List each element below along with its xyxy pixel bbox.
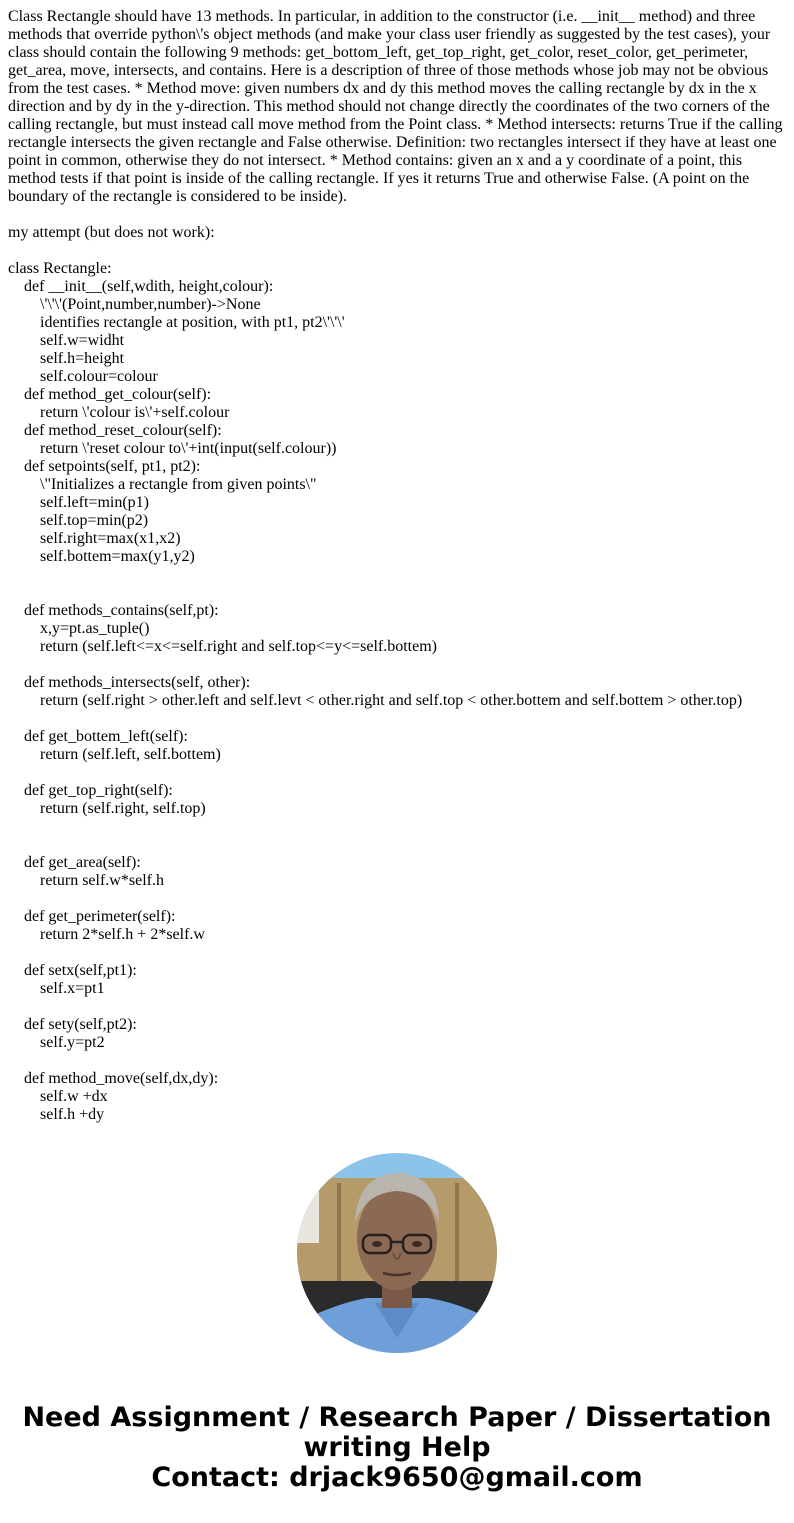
code-listing <box>8 260 786 1124</box>
code-line: def get_perimeter(self): <box>24 908 176 925</box>
code-line: def setx(self,pt1): <box>24 962 137 979</box>
code-line <box>8 764 786 782</box>
cta-headline: Need Assignment / Research Paper / Dissertation <box>22 1402 772 1433</box>
code-line: return \'reset colour to\'+int(input(self.colour)) <box>40 440 337 457</box>
code-line <box>8 944 786 962</box>
code-line: def get_top_right(self): <box>24 782 173 799</box>
code-line: return (self.right, self.top) <box>40 800 206 817</box>
portrait-image <box>297 1153 497 1353</box>
code-line: self.x=pt1 <box>40 980 105 997</box>
cta-subheadline: writing Help <box>303 1432 491 1463</box>
code-line: return 2*self.h + 2*self.w <box>40 926 205 943</box>
code-line: def setpoints(self, pt1, pt2): <box>24 458 201 475</box>
code-line: return (self.left, self.bottem) <box>40 746 221 763</box>
code-line <box>8 584 786 602</box>
code-line <box>8 710 786 728</box>
code-line: def methods_contains(self,pt): <box>24 602 219 619</box>
code-line: def method_move(self,dx,dy): <box>24 1070 219 1087</box>
code-line: \"Initializes a rectangle from given points\" <box>40 476 317 493</box>
code-line <box>8 890 786 908</box>
code-line: self.w +dx <box>40 1088 108 1105</box>
code-line: self.h=height <box>40 350 125 367</box>
code-line: self.right=max(x1,x2) <box>40 530 181 547</box>
code-line: def __init__(self,wdith, height,colour): <box>24 278 274 295</box>
code-line: def methods_intersects(self, other): <box>24 674 251 691</box>
code-line: \'\'\'(Point,number,number)->None <box>40 296 261 313</box>
code-line: identifies rectangle at position, with pt1, pt2\'\'\' <box>40 314 345 331</box>
code-line: def sety(self,pt2): <box>24 1016 137 1033</box>
question-text: Class Rectangle should have 13 methods. In particular, in addition to the constructor (i.e. __init__ method) and three methods that override python\'s object methods (and make your class user friendly as suggested by the test cases), your class should contain the following 9 methods: get_bottom_left, get_top_right, get_color, reset_color, get_perimeter, get_area, move, intersects, and contains. Here is a description of three of those methods whose job may not be obvious from the test cases. * Method move: given numbers dx and dy this method moves the calling rectangle by dx in the x direction and by dy in the y-direction. This method should not change directly the coordinates of the two corners of the calling rectangle, but must instead call move method from the Point class. * Method intersects: returns True if the calling rectangle intersects the given rectangle and False otherwise. Definition: two rectangles intersect if they have at least one point in common, otherwise they do not intersect. * Method contains: given an x and a y coordinate of a point, this method tests if that point is inside of the calling rectangle. If yes it returns True and otherwise False. (A point on the boundary of the rectangle is considered to be inside). <box>8 8 783 205</box>
code-line <box>8 1052 786 1070</box>
code-line: self.top=min(p2) <box>40 512 149 529</box>
code-line: return self.w*self.h <box>40 872 164 889</box>
document-body <box>8 8 786 1124</box>
code-line: def get_area(self): <box>24 854 141 871</box>
code-line <box>8 836 786 854</box>
code-line: self.w=widht <box>40 332 125 349</box>
code-line: return \'colour is\'+self.colour <box>40 404 230 421</box>
code-line: return (self.left<=x<=self.right and self.top<=y<=self.bottem) <box>40 638 437 655</box>
avatar <box>297 1153 497 1353</box>
code-line: self.left=min(p1) <box>40 494 149 511</box>
code-line: self.y=pt2 <box>40 1034 105 1051</box>
code-line <box>8 566 786 584</box>
code-line <box>8 656 786 674</box>
code-line: return (self.right > other.left and self.levt < other.right and self.top < other.bottem and self.bottem > other.top) <box>40 692 743 709</box>
code-line <box>8 998 786 1016</box>
code-line: def get_bottem_left(self): <box>24 728 188 745</box>
code-line <box>8 818 786 836</box>
code-line: self.bottem=max(y1,y2) <box>40 548 195 565</box>
contact-banner <box>0 1403 794 1493</box>
code-line: self.colour=colour <box>40 368 158 385</box>
code-line: def method_get_colour(self): <box>24 386 212 403</box>
code-line: x,y=pt.as_tuple() <box>40 620 150 637</box>
attempt-label: my attempt (but does not work): <box>8 224 215 241</box>
code-line: class Rectangle: <box>8 260 112 277</box>
code-line: def method_reset_colour(self): <box>24 422 222 439</box>
code-line: self.h +dy <box>40 1106 105 1123</box>
cta-contact-email: Contact: drjack9650@gmail.com <box>151 1462 643 1493</box>
